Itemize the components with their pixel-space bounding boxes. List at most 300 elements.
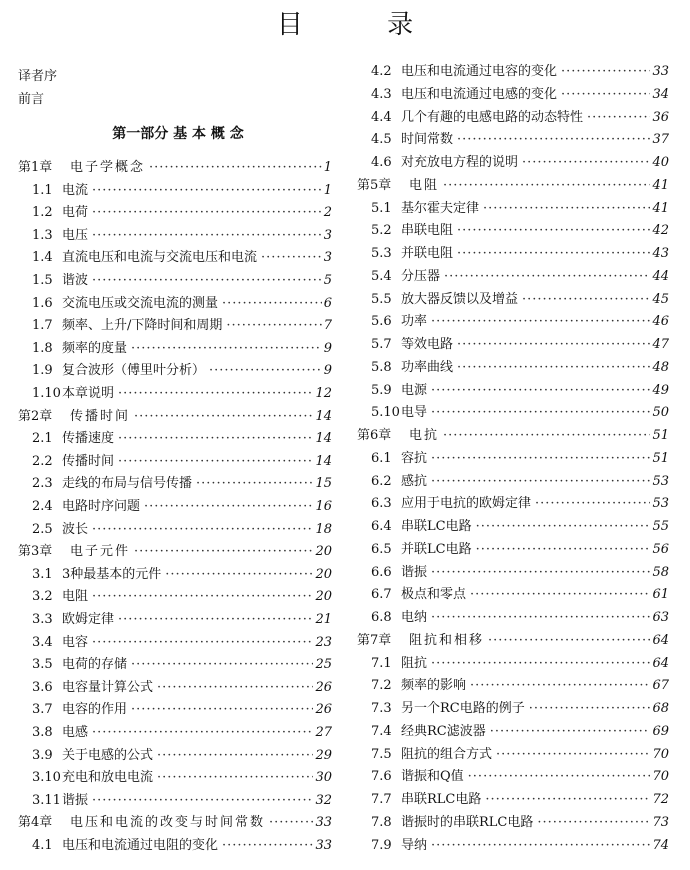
toc-entry-number: 6.2 <box>371 473 392 489</box>
toc-entry-number: 1.2 <box>32 205 53 221</box>
toc-entry-number: 7.2 <box>371 678 392 694</box>
toc-entry-page: 56 <box>652 541 669 557</box>
toc-section-entry[interactable] <box>357 358 669 378</box>
dot-leader <box>118 610 313 630</box>
toc-entry-page: 14 <box>315 431 332 447</box>
toc-entry-title: 电容量计算公式 <box>62 679 154 695</box>
toc-section-entry[interactable] <box>357 267 669 287</box>
dot-leader <box>476 540 651 560</box>
toc-entry-title: 复合波形（傅里叶分析） <box>62 363 206 379</box>
toc-section-entry[interactable] <box>357 767 669 787</box>
toc-entry-title: 导纳 <box>401 837 428 853</box>
toc-entry-page: 21 <box>315 612 332 627</box>
toc-entry-title: 应用于电抗的欧姆定律 <box>401 496 532 512</box>
toc-section-entry[interactable] <box>357 221 669 241</box>
toc-section-entry[interactable] <box>357 449 669 469</box>
toc-entry-number: 3.2 <box>32 589 53 605</box>
dot-leader <box>431 381 650 401</box>
toc-section-entry[interactable] <box>18 339 332 359</box>
toc-entry-number: 1.4 <box>32 250 53 266</box>
toc-entry-number: 3.6 <box>32 679 53 695</box>
toc-section-entry[interactable] <box>357 813 669 833</box>
toc-entry-page: 53 <box>652 473 669 489</box>
toc-entry-page: 55 <box>652 519 669 534</box>
toc-entry-page: 3 <box>323 227 332 243</box>
toc-entry-title: 走线的布局与信号传播 <box>62 476 193 492</box>
toc-entry-page: 64 <box>652 655 669 671</box>
toc-section-entry[interactable] <box>357 312 669 332</box>
toc-entry-page: 45 <box>652 291 669 307</box>
toc-entry-page: 70 <box>652 769 669 785</box>
toc-entry-number: 6.4 <box>371 519 392 534</box>
toc-section-entry[interactable] <box>18 226 332 246</box>
toc-entry-title: 放大器反馈以及增益 <box>401 291 519 307</box>
toc-entry-title: 电压 <box>62 227 89 243</box>
toc-section-entry[interactable] <box>18 271 332 291</box>
toc-section-entry[interactable] <box>18 294 332 314</box>
toc-entry-title: 传播时间 <box>62 453 115 469</box>
toc-entry-page: 48 <box>652 359 669 375</box>
toc-section-entry[interactable] <box>18 497 332 517</box>
toc-entry-page: 33 <box>315 815 332 831</box>
toc-entry-title: 串联RLC电路 <box>401 792 482 807</box>
dot-leader <box>226 316 321 336</box>
toc-entry-page: 51 <box>652 428 669 443</box>
toc-section-entry[interactable] <box>18 723 332 743</box>
toc-entry-page: 25 <box>315 657 332 673</box>
toc-entry-title: 并联LC电路 <box>401 541 472 557</box>
toc-entry-number: 7.4 <box>371 723 392 739</box>
toc-section-entry[interactable] <box>357 130 669 150</box>
toc-entry-page: 7 <box>323 318 332 334</box>
toc-entry-title: 串联电阻 <box>401 223 454 239</box>
toc-entry-number: 5.9 <box>371 382 392 398</box>
toc-section-entry[interactable] <box>18 587 332 607</box>
toc-section-entry[interactable] <box>18 429 332 449</box>
toc-section-entry[interactable] <box>18 316 332 336</box>
toc-section-entry[interactable] <box>18 474 332 494</box>
toc-section-entry[interactable] <box>18 452 332 472</box>
toc-section-entry[interactable] <box>18 633 332 653</box>
toc-entry-title: 功率曲线 <box>401 359 454 375</box>
toc-entry-number: 3.3 <box>32 612 53 627</box>
toc-chapter-entry[interactable] <box>18 158 332 178</box>
toc-section-entry[interactable] <box>357 153 669 173</box>
toc-entry-number: 1.5 <box>32 273 53 288</box>
toc-entry-page: 74 <box>652 837 669 853</box>
toc-entry-title: 电压和电流通过电阻的变化 <box>62 838 219 853</box>
toc-entry-page: 63 <box>652 610 669 625</box>
toc-entry-title: 谐振 <box>62 792 89 808</box>
toc-entry-title: 电阻 <box>409 177 440 193</box>
toc-section-entry[interactable] <box>357 790 669 810</box>
toc-section-entry[interactable] <box>357 836 669 856</box>
toc-section-entry[interactable] <box>357 199 669 219</box>
dot-leader <box>134 542 313 562</box>
dot-leader <box>490 722 651 742</box>
toc-entry-title: 电压和电流的改变与时间常数 <box>70 815 266 831</box>
toc-entry-page: 33 <box>315 838 332 853</box>
toc-entry-number: 7.5 <box>371 746 392 762</box>
toc-entry-number: 4.1 <box>32 838 53 853</box>
toc-entry-page: 26 <box>315 679 332 695</box>
toc-entry-page: 30 <box>315 770 332 786</box>
toc-section-entry[interactable] <box>18 520 332 540</box>
toc-section-entry[interactable] <box>357 290 669 310</box>
toc-chapter-entry[interactable] <box>18 813 332 833</box>
toc-section-entry[interactable] <box>357 699 669 719</box>
toc-entry-number: 5.10 <box>371 405 400 421</box>
toc-section-entry[interactable] <box>18 700 332 720</box>
dot-leader <box>457 358 650 378</box>
toc-entry-title: 谐波 <box>62 273 89 288</box>
toc-entry-page: 15 <box>315 476 332 492</box>
toc-entry-number: 6.6 <box>371 564 392 580</box>
toc-entry-title: 传播时间 <box>70 408 131 424</box>
dot-leader <box>431 563 650 583</box>
toc-entry-page: 9 <box>323 340 332 356</box>
toc-section-entry[interactable] <box>18 655 332 675</box>
toc-entry-number: 第2章 <box>18 408 53 424</box>
toc-entry-page: 67 <box>652 678 669 694</box>
dot-leader <box>209 361 322 381</box>
toc-entry-page: 42 <box>652 223 669 239</box>
toc-entry-title: 极点和零点 <box>401 587 467 603</box>
toc-entry-number: 3.9 <box>32 747 53 763</box>
dot-leader <box>431 403 650 423</box>
dot-leader <box>131 655 313 675</box>
dot-leader <box>222 294 322 314</box>
toc-section-entry[interactable] <box>357 403 669 423</box>
toc-entry-title: 电流 <box>62 182 89 198</box>
toc-entry-title: 电导 <box>401 405 428 421</box>
toc-entry-number: 3.10 <box>32 770 61 786</box>
toc-entry-title: 阻抗的组合方式 <box>401 746 493 762</box>
toc-section-entry[interactable] <box>18 768 332 788</box>
toc-entry-title: 电纳 <box>401 610 428 625</box>
toc-section-entry[interactable] <box>357 745 669 765</box>
toc-entry-title: 电荷的存储 <box>62 657 128 673</box>
dot-leader <box>157 746 313 766</box>
toc-entry-page: 5 <box>323 273 332 288</box>
dot-leader <box>470 676 650 696</box>
toc-entry-title: 阻抗 <box>401 655 428 671</box>
toc-entry-number: 1.7 <box>32 318 53 334</box>
toc-entry-preface[interactable]: 前言 <box>18 92 45 107</box>
toc-entry-number: 第7章 <box>357 632 392 648</box>
toc-chapter-entry[interactable] <box>18 542 332 562</box>
toc-entry-page: 43 <box>652 246 669 261</box>
toc-entry-page: 2 <box>323 205 332 221</box>
dot-leader <box>561 85 650 105</box>
toc-entry-title: 电压和电流通过电容的变化 <box>401 64 558 79</box>
toc-entry-number: 4.2 <box>371 64 392 79</box>
toc-entry-number: 5.8 <box>371 359 392 375</box>
toc-entry-number: 1.9 <box>32 363 53 379</box>
dot-leader <box>131 339 322 359</box>
toc-section-entry[interactable] <box>18 610 332 630</box>
toc-chapter-entry[interactable] <box>357 426 669 446</box>
toc-entry-number: 1.3 <box>32 227 53 243</box>
toc-entry-title: 谐振时的串联RLC电路 <box>401 814 534 830</box>
toc-entry-number: 2.2 <box>32 453 53 469</box>
toc-entry-page: 29 <box>315 747 332 763</box>
toc-section-entry[interactable] <box>357 335 669 355</box>
toc-entry-title: 谐振和Q值 <box>401 769 464 785</box>
toc-entry-title: 电感 <box>62 725 89 740</box>
dot-leader <box>431 472 650 492</box>
dot-leader <box>92 226 322 246</box>
toc-section-entry[interactable] <box>18 678 332 698</box>
toc-entry-page: 20 <box>315 566 332 582</box>
toc-entry-page: 70 <box>652 746 669 762</box>
dot-leader <box>92 791 313 811</box>
dot-leader <box>522 290 650 310</box>
toc-entry-number: 2.1 <box>32 431 53 447</box>
dot-leader <box>92 633 313 653</box>
toc-section-entry[interactable] <box>357 472 669 492</box>
toc-section-entry[interactable] <box>357 494 669 514</box>
toc-entry-number: 1.8 <box>32 340 53 356</box>
toc-section-entry[interactable] <box>18 248 332 268</box>
toc-entry-number: 7.9 <box>371 837 392 853</box>
toc-section-entry[interactable] <box>357 85 669 105</box>
toc-entry-title: 几个有趣的电感电路的动态特性 <box>401 109 584 125</box>
toc-section-entry[interactable] <box>357 108 669 128</box>
dot-leader <box>457 335 650 355</box>
toc-section-entry[interactable] <box>357 381 669 401</box>
toc-section-entry[interactable] <box>357 676 669 696</box>
part-title: 第一部分 基 本 概 念 <box>112 126 244 142</box>
dot-leader <box>444 267 650 287</box>
dot-leader <box>488 631 650 651</box>
toc-entry-title: 串联LC电路 <box>401 519 472 534</box>
toc-entry-page: 58 <box>652 564 669 580</box>
toc-entry-title: 时间常数 <box>401 132 454 148</box>
toc-section-entry[interactable] <box>357 654 669 674</box>
toc-entry-title: 直流电压和电流与交流电压和电流 <box>62 250 258 266</box>
toc-entry-page: 44 <box>652 268 669 284</box>
toc-entry-title: 电源 <box>401 382 428 398</box>
dot-leader <box>196 474 313 494</box>
dot-leader <box>92 203 322 223</box>
toc-entry-title: 电容 <box>62 634 89 650</box>
toc-entry-page: 49 <box>652 382 669 398</box>
toc-entry-number: 7.3 <box>371 701 392 716</box>
toc-entry-page: 23 <box>315 634 332 650</box>
toc-entry-page: 47 <box>652 337 669 352</box>
toc-section-entry[interactable] <box>357 608 669 628</box>
toc-section-entry[interactable] <box>18 791 332 811</box>
dot-leader <box>457 130 650 150</box>
toc-entry-number: 1.10 <box>32 386 61 401</box>
toc-entry-title: 电荷 <box>62 205 89 221</box>
toc-entry-number: 第5章 <box>357 177 392 193</box>
toc-entry-number: 3.5 <box>32 657 53 673</box>
dot-leader <box>149 158 322 178</box>
toc-section-entry[interactable] <box>18 384 332 404</box>
toc-entry-page: 26 <box>315 702 332 718</box>
toc-entry-title: 容抗 <box>401 450 428 466</box>
toc-entry-number: 4.6 <box>371 155 392 170</box>
toc-entry-title: 对充放电方程的说明 <box>401 155 519 170</box>
toc-entry-number: 1.6 <box>32 295 53 311</box>
toc-entry-number: 6.3 <box>371 496 392 512</box>
toc-entry-page: 9 <box>323 363 332 379</box>
toc-entry-title: 并联电阻 <box>401 246 454 261</box>
dot-leader <box>92 723 313 743</box>
dot-leader <box>476 517 651 537</box>
dot-leader <box>165 565 313 585</box>
toc-chapter-entry[interactable] <box>357 176 669 196</box>
dot-leader <box>144 497 313 517</box>
toc-section-entry[interactable] <box>357 62 669 82</box>
toc-entry-title: 电压和电流通过电感的变化 <box>401 86 558 102</box>
toc-entry-page: 37 <box>652 132 669 148</box>
dot-leader <box>92 181 322 201</box>
toc-entry-title: 交流电压或交流电流的测量 <box>62 295 219 311</box>
toc-section-entry[interactable] <box>357 517 669 537</box>
toc-entry-translator-preface[interactable]: 译者序 <box>18 69 58 84</box>
dot-leader <box>443 426 650 446</box>
toc-section-entry[interactable] <box>18 565 332 585</box>
toc-entry-title: 分压器 <box>401 268 441 284</box>
toc-entry-title: 谐振 <box>401 564 428 580</box>
toc-entry-number: 5.4 <box>371 268 392 284</box>
toc-section-entry[interactable] <box>18 203 332 223</box>
toc-entry-page: 32 <box>315 792 332 808</box>
toc-entry-page: 16 <box>315 499 332 514</box>
dot-leader <box>470 585 650 605</box>
toc-entry-number: 6.8 <box>371 610 392 625</box>
toc-section-entry[interactable] <box>357 244 669 264</box>
toc-entry-number: 5.1 <box>371 200 392 216</box>
toc-entry-number: 5.3 <box>371 246 392 261</box>
toc-entry-title: 电抗 <box>409 428 440 443</box>
toc-entry-page: 64 <box>652 632 669 648</box>
toc-entry-page: 1 <box>323 160 332 175</box>
dot-leader <box>537 813 650 833</box>
toc-entry-page: 14 <box>315 408 332 424</box>
dot-leader <box>522 153 650 173</box>
toc-entry-number: 7.8 <box>371 814 392 830</box>
toc-entry-page: 73 <box>652 814 669 830</box>
toc-entry-page: 1 <box>323 182 332 198</box>
dot-leader <box>134 407 313 427</box>
toc-entry-title: 波长 <box>62 521 89 537</box>
dot-leader <box>468 767 651 787</box>
toc-entry-number: 3.4 <box>32 634 53 650</box>
toc-entry-page: 6 <box>323 295 332 311</box>
toc-entry-title: 电路时序问题 <box>62 499 141 514</box>
toc-entry-number: 第6章 <box>357 428 392 443</box>
toc-entry-number: 第4章 <box>18 815 53 831</box>
toc-entry-page: 27 <box>315 725 332 740</box>
dot-leader <box>269 813 313 833</box>
toc-entry-number: 5.2 <box>371 223 392 239</box>
dot-leader <box>118 452 313 472</box>
toc-entry-number: 3.7 <box>32 702 53 718</box>
dot-leader <box>431 654 650 674</box>
toc-entry-title: 电子学概念 <box>70 160 146 175</box>
toc-section-entry[interactable] <box>18 361 332 381</box>
toc-entry-page: 50 <box>652 405 669 421</box>
toc-entry-title: 本章说明 <box>62 386 115 401</box>
toc-chapter-entry[interactable] <box>18 407 332 427</box>
dot-leader <box>529 699 651 719</box>
toc-entry-page: 33 <box>652 64 669 79</box>
dot-leader <box>457 244 650 264</box>
toc-section-entry[interactable] <box>18 836 332 856</box>
page-title: 目 录 <box>276 10 452 40</box>
toc-entry-title: 欧姆定律 <box>62 612 115 627</box>
toc-entry-title: 等效电路 <box>401 337 454 352</box>
toc-entry-number: 5.5 <box>371 291 392 307</box>
toc-entry-page: 40 <box>652 155 669 170</box>
toc-section-entry[interactable] <box>18 181 332 201</box>
toc-section-entry[interactable] <box>357 722 669 742</box>
toc-entry-page: 36 <box>652 109 669 125</box>
toc-entry-title: 传播速度 <box>62 431 115 447</box>
toc-entry-number: 4.5 <box>371 132 392 148</box>
dot-leader <box>443 176 650 196</box>
toc-entry-title: 频率的度量 <box>62 340 128 356</box>
dot-leader <box>157 768 313 788</box>
dot-leader <box>222 836 313 856</box>
dot-leader <box>131 700 313 720</box>
toc-entry-page: 14 <box>315 453 332 469</box>
toc-entry-title: 基尔霍夫定律 <box>401 200 480 216</box>
toc-section-entry[interactable] <box>18 746 332 766</box>
toc-entry-page: 51 <box>652 450 669 466</box>
dot-leader <box>431 836 650 856</box>
toc-entry-title: 3种最基本的元件 <box>62 566 162 582</box>
toc-entry-number: 3.8 <box>32 725 53 740</box>
toc-entry-page: 20 <box>315 589 332 605</box>
toc-entry-number: 3.1 <box>32 566 53 582</box>
toc-entry-title: 电容的作用 <box>62 702 128 718</box>
dot-leader <box>92 587 313 607</box>
toc-entry-page: 68 <box>652 701 669 716</box>
toc-entry-number: 2.5 <box>32 521 53 537</box>
toc-entry-number: 第1章 <box>18 160 53 175</box>
dot-leader <box>92 520 313 540</box>
toc-section-entry[interactable] <box>357 540 669 560</box>
toc-entry-title: 电阻 <box>62 589 89 605</box>
toc-entry-page: 46 <box>652 314 669 330</box>
dot-leader <box>261 248 322 268</box>
toc-entry-page: 41 <box>652 200 669 216</box>
toc-entry-page: 34 <box>652 86 669 102</box>
toc-chapter-entry[interactable] <box>357 631 669 651</box>
toc-section-entry[interactable] <box>357 585 669 605</box>
toc-entry-number: 4.3 <box>371 86 392 102</box>
toc-entry-page: 53 <box>652 496 669 512</box>
dot-leader <box>483 199 650 219</box>
toc-entry-title: 功率 <box>401 314 428 330</box>
toc-entry-number: 7.6 <box>371 769 392 785</box>
toc-entry-number: 2.4 <box>32 499 53 514</box>
toc-entry-number: 6.1 <box>371 450 392 466</box>
toc-section-entry[interactable] <box>357 563 669 583</box>
toc-entry-number: 1.1 <box>32 182 53 198</box>
toc-entry-number: 6.5 <box>371 541 392 557</box>
toc-entry-title: 阻抗和相移 <box>409 632 485 648</box>
toc-entry-number: 2.3 <box>32 476 53 492</box>
toc-entry-page: 72 <box>652 792 669 807</box>
toc-entry-title: 另一个RC电路的例子 <box>401 701 525 716</box>
toc-entry-page: 3 <box>323 250 332 266</box>
